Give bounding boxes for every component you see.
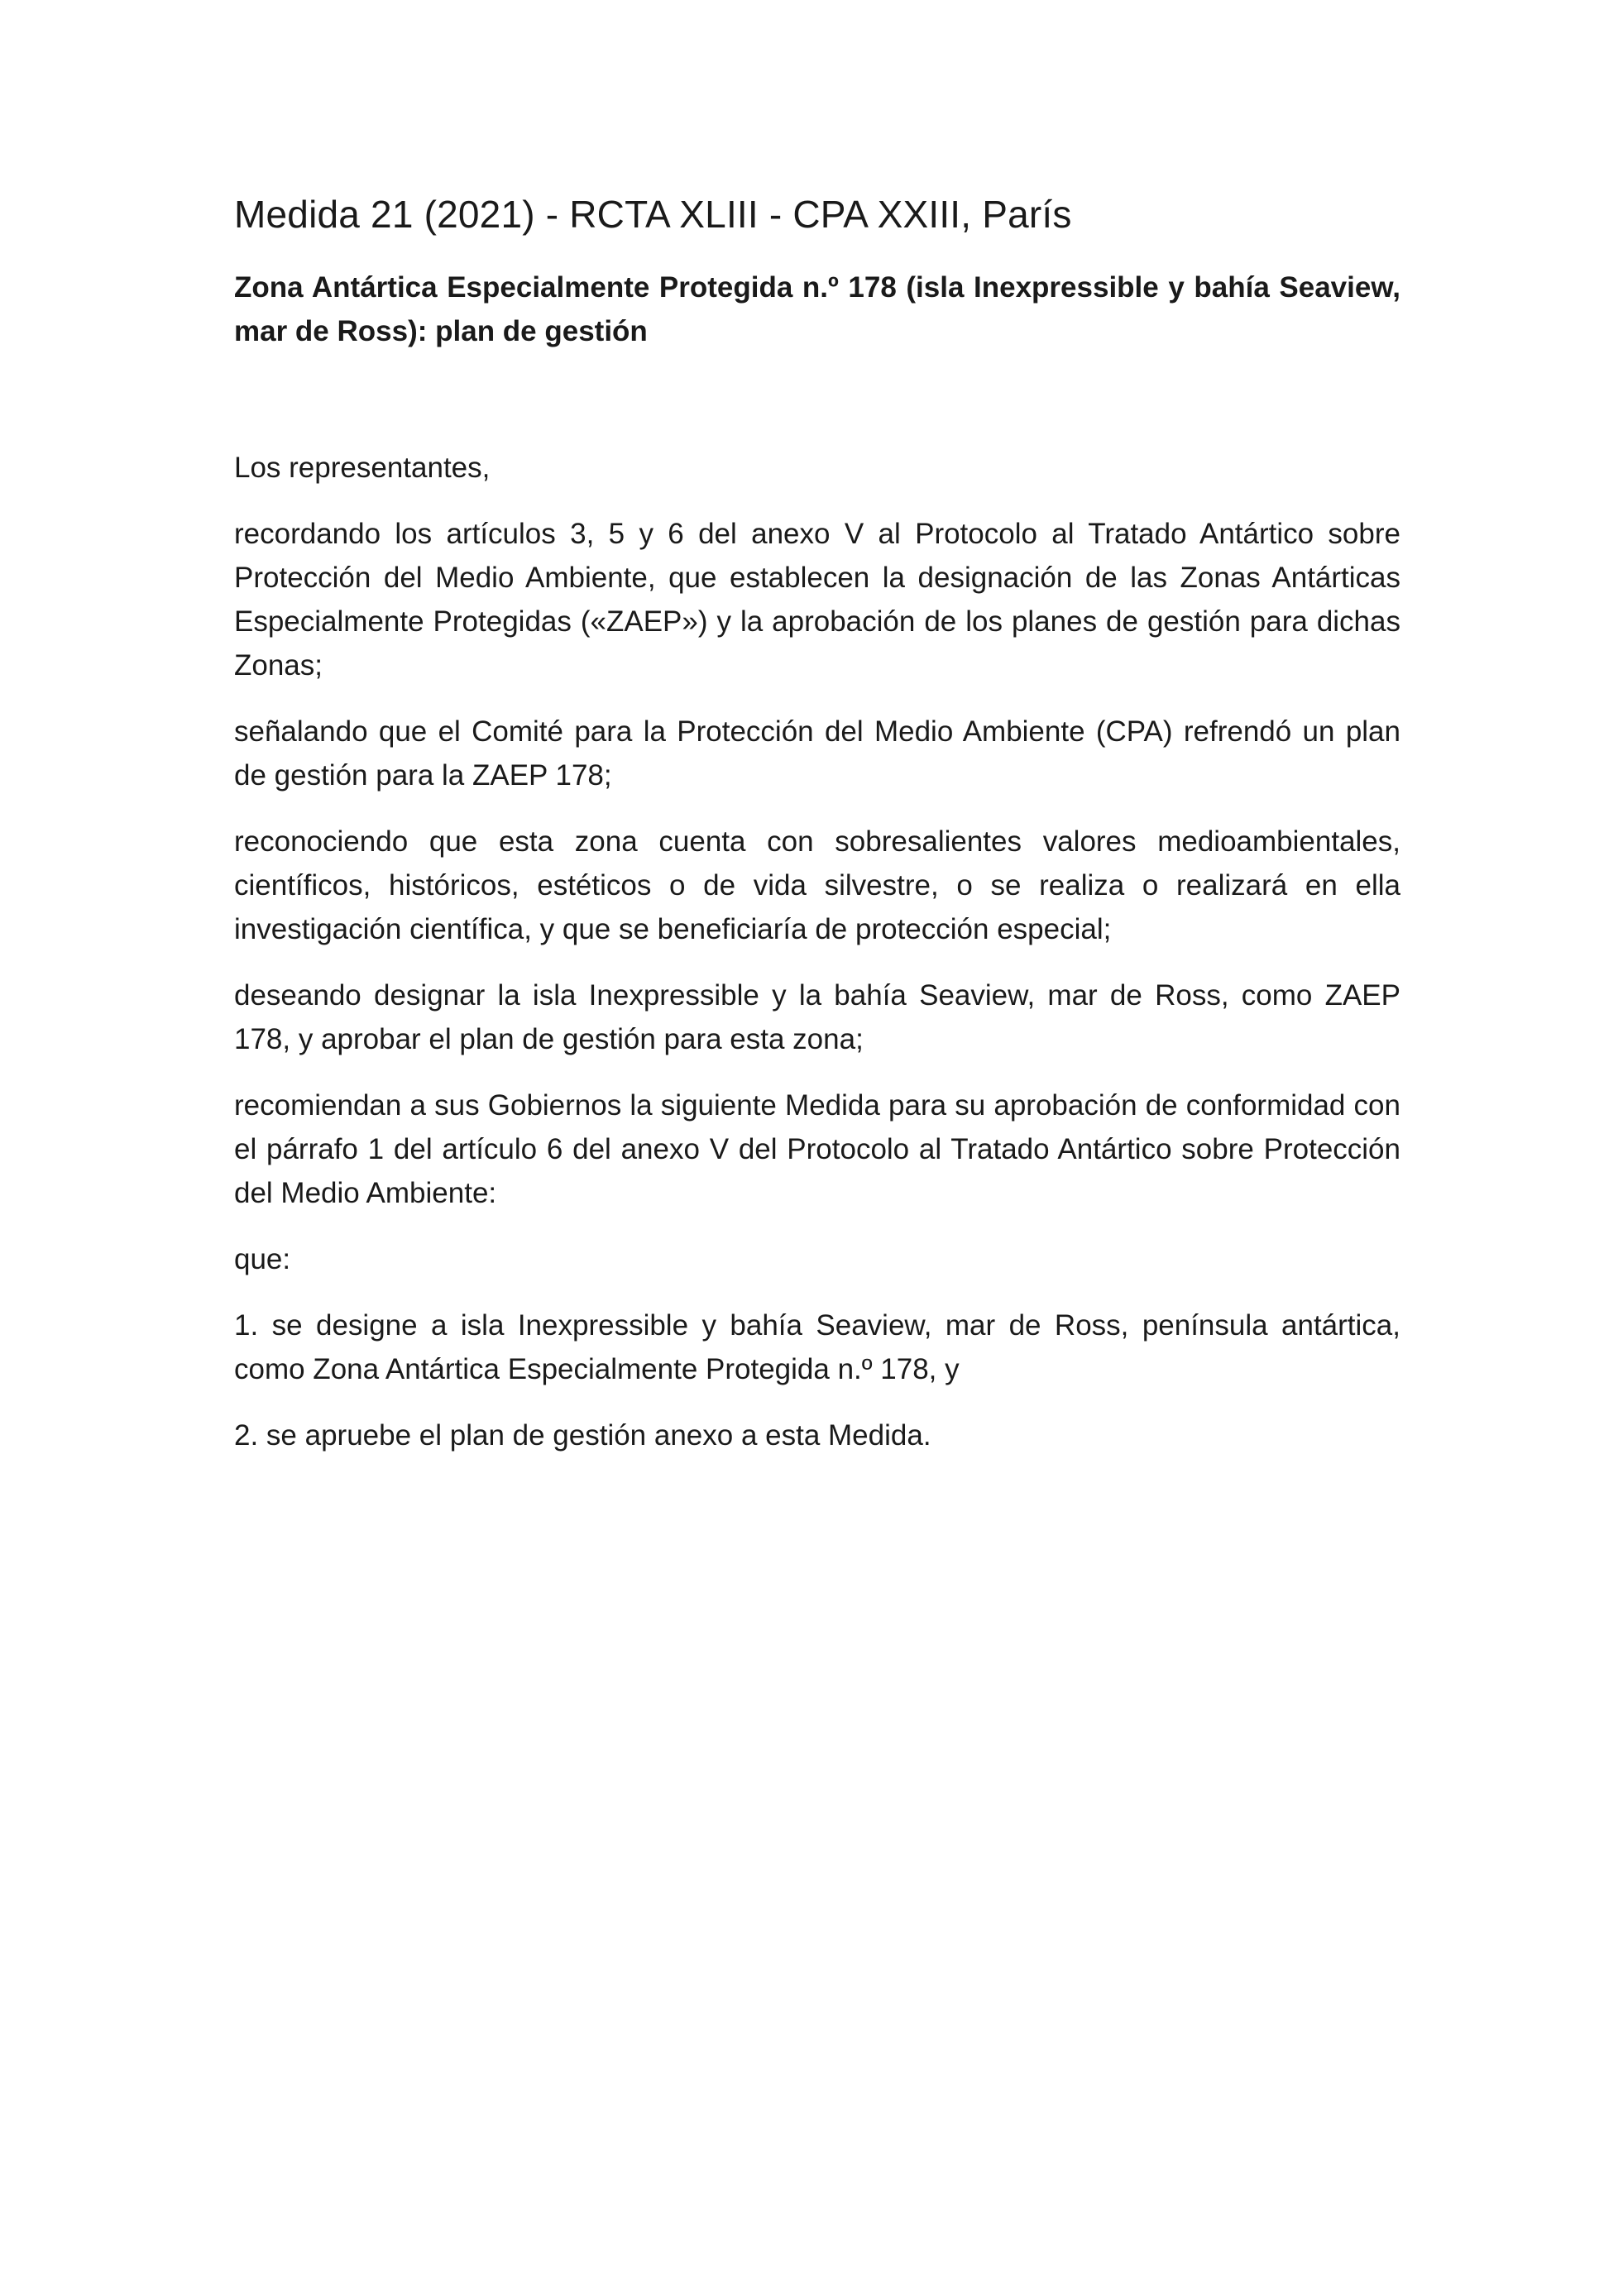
paragraph-noting: señalando que el Comité para la Protección del Medio Ambiente (CPA) refrendó un plan de gestión para la ZAEP 178; bbox=[234, 715, 1400, 792]
paragraph-desiring: deseando designar la isla Inexpressible y la bahía Seaview, mar de Ross, como ZAEP 178, y aprobar el plan de gestión para esta zona; bbox=[234, 979, 1400, 1056]
paragraph-recognizing: reconociendo que esta zona cuenta con sobresalientes valores medioambientales, científicos, históricos, estéticos o de vida silvestre, o se realiza o realizará en ella investigación científica, y que se beneficiaría de protección especial; bbox=[234, 825, 1400, 946]
paragraph-that: que: bbox=[234, 1243, 291, 1276]
paragraph-item-1: 1. se designe a isla Inexpressible y bahía Seaview, mar de Ross, península antártica, como Zona Antártica Especialmente Protegida n.º 178, y bbox=[234, 1309, 1400, 1386]
paragraph-recommend: recomiendan a sus Gobiernos la siguiente Medida para su aprobación de conformidad con el párrafo 1 del artículo 6 del anexo V del Protocolo al Tratado Antártico sobre Protección del Medio Ambiente: bbox=[234, 1089, 1400, 1210]
paragraph-item-2: 2. se apruebe el plan de gestión anexo a esta Medida. bbox=[234, 1419, 931, 1452]
paragraph-recalling: recordando los artículos 3, 5 y 6 del anexo V al Protocolo al Tratado Antártico sobre Protección del Medio Ambiente, que establecen la designación de las Zonas Antárticas Especialmente Protegidas («ZAEP») y la aprobación de los planes de gestión para dichas Zonas; bbox=[234, 518, 1400, 682]
document-subtitle: Zona Antártica Especialmente Protegida n.º 178 (isla Inexpressible y bahía Seaview, mar de Ross): plan de gestión bbox=[234, 271, 1400, 348]
document-title: Medida 21 (2021) - RCTA XLIII - CPA XXIII, París bbox=[234, 193, 1072, 236]
paragraph-preamble: Los representantes, bbox=[234, 452, 491, 485]
document-body bbox=[234, 192, 1400, 1480]
